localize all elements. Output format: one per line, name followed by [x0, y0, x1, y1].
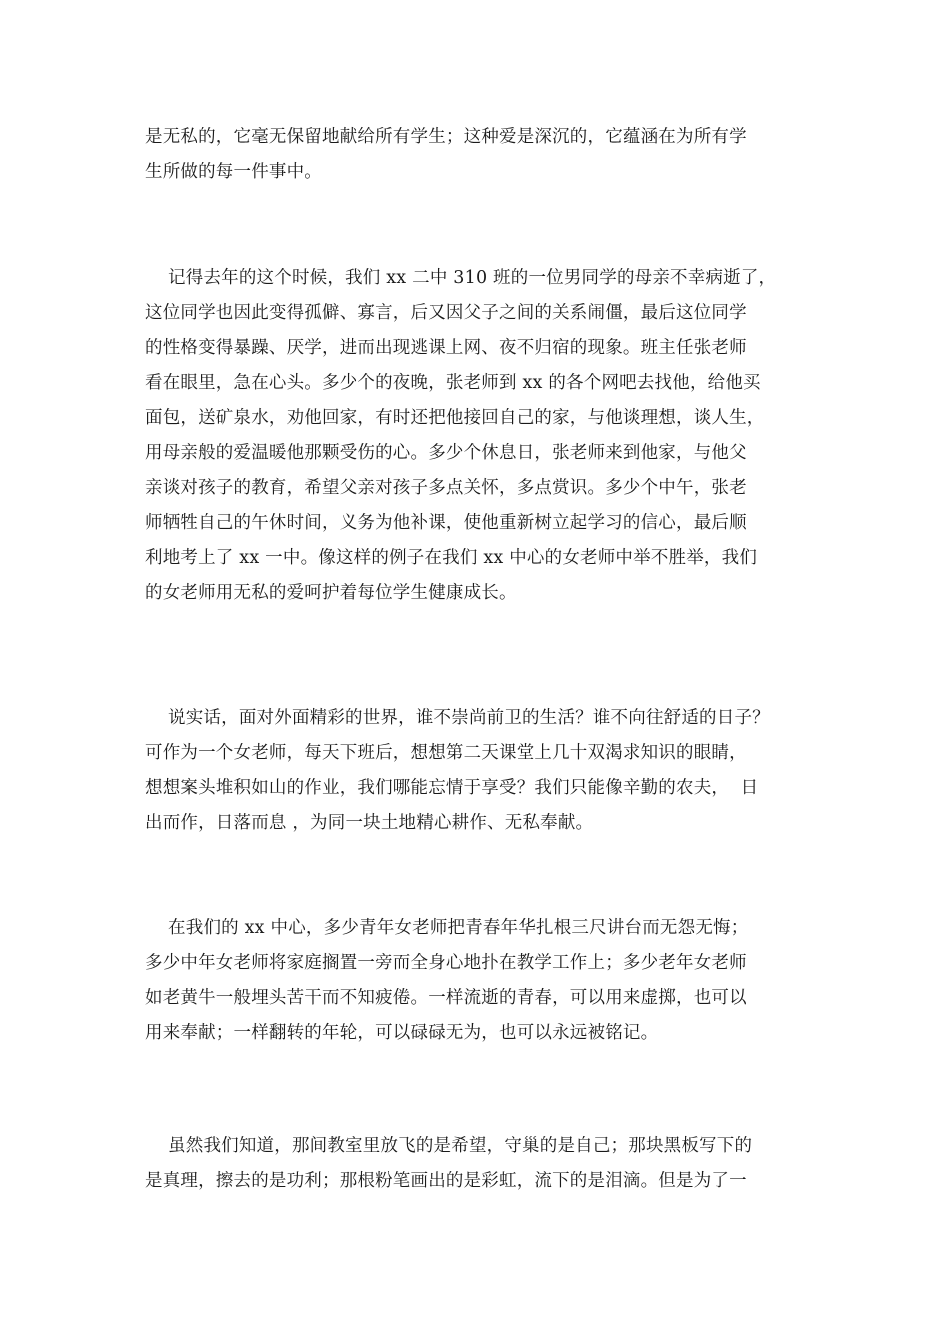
text-line: 的性格变得暴躁、厌学，进而出现逃课上网、夜不归宿的现象。班主任张老师 — [145, 338, 747, 358]
text-line: 虽然我们知道，那间教室里放飞的是希望，守巢的是自己；那块黑板写下的 — [145, 1136, 753, 1156]
text-line: 想想案头堆积如山的作业，我们哪能忘情于享受？我们只能像辛勤的农夫， 日 — [145, 778, 759, 798]
paragraph-3 — [145, 701, 815, 841]
text-line: 多少中年女老师将家庭搁置一旁而全身心地扑在教学工作上；多少老年女老师 — [145, 953, 747, 973]
text-line: 面包，送矿泉水，劝他回家，有时还把他接回自己的家，与他谈理想，谈人生， — [145, 408, 765, 428]
text-line: 的女老师用无私的爱呵护着每位学生健康成长。 — [145, 583, 517, 603]
paragraph-1 — [145, 120, 815, 190]
text-line: 用来奉献；一样翻转的年轮，可以碌碌无为，也可以永远被铭记。 — [145, 1023, 659, 1043]
text-line: 说实话，面对外面精彩的世界，谁不崇尚前卫的生活？谁不向往舒适的日子？ — [145, 708, 770, 728]
text-line: 如老黄牛一般埋头苦干而不知疲倦。一样流逝的青春，可以用来虚掷，也可以 — [145, 988, 747, 1008]
paragraph-4 — [145, 911, 815, 1051]
text-line: 出而作，日落而息 ，为同一块土地精心耕作、无私奉献。 — [145, 813, 594, 833]
text-line: 可作为一个女老师，每天下班后，想想第二天课堂上几十双渴求知识的眼睛， — [145, 743, 747, 763]
text-line: 是无私的，它毫无保留地献给所有学生；这种爱是深沉的，它蕴涵在为所有学 — [145, 127, 747, 147]
text-line: 师牺牲自己的午休时间，义务为他补课，使他重新树立起学习的信心，最后顺 — [145, 513, 747, 533]
text-line: 这位同学也因此变得孤僻、寡言，后又因父子之间的关系闹僵，最后这位同学 — [145, 303, 747, 323]
text-line: 在我们的 xx 中心，多少青年女老师把青春年华扎根三尺讲台而无怨无悔； — [145, 918, 749, 938]
text-line: 亲谈对孩子的教育，希望父亲对孩子多点关怀，多点赏识。多少个中午，张老 — [145, 478, 747, 498]
text-line: 记得去年的这个时候，我们 xx 二中 310 班的一位男同学的母亲不幸病逝了， — [145, 268, 777, 288]
text-line: 是真理，擦去的是功利；那根粉笔画出的是彩虹，流下的是泪滴。但是为了一 — [145, 1171, 747, 1191]
text-line: 利地考上了 xx 一中。像这样的例子在我们 xx 中心的女老师中举不胜举，我们 — [145, 548, 758, 568]
text-line: 用母亲般的爱温暖他那颗受伤的心。多少个休息日，张老师来到他家，与他父 — [145, 443, 747, 463]
paragraph-2 — [145, 261, 815, 611]
text-line: 看在眼里，急在心头。多少个的夜晚，张老师到 xx 的各个网吧去找他，给他买 — [145, 373, 761, 393]
paragraph-5 — [145, 1129, 815, 1199]
text-line: 生所做的每一件事中。 — [145, 162, 322, 182]
